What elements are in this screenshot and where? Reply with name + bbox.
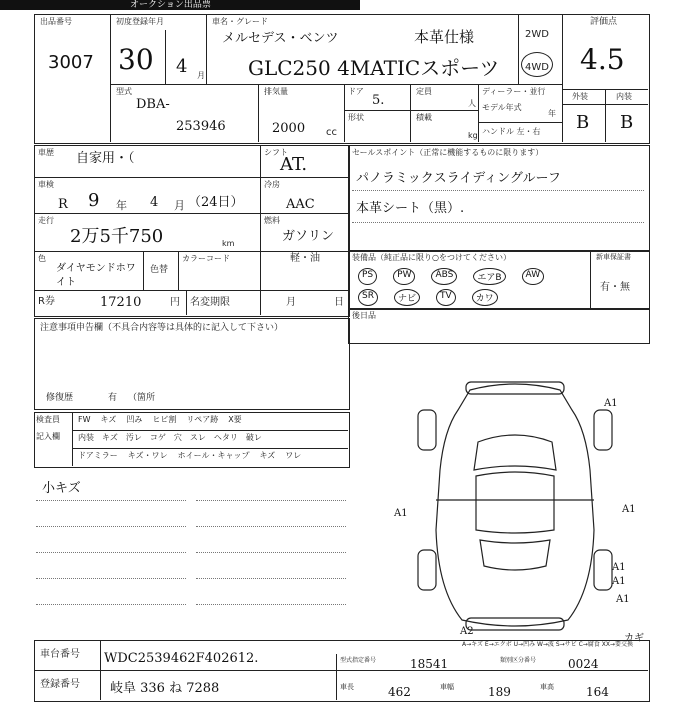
sales-line1: パノラミックスライディングルーフ <box>356 171 561 186</box>
inspector-label: 検査員 <box>36 415 60 424</box>
first-reg-unit: 月 <box>197 71 205 80</box>
checklist-row2: 内装 キズ 汚レ コゲ 穴 スレ ヘタリ 破レ <box>78 433 262 442</box>
int-label: 内装 <box>616 92 632 101</box>
remarks-lines <box>36 476 350 626</box>
equip-item: PW <box>393 268 415 285</box>
after-parts-frame <box>348 308 650 344</box>
sales-line2: 本革シート（黒）. <box>356 201 465 216</box>
new-warranty-value: 有・無 <box>600 282 630 293</box>
registration-value: 岐阜 336 ね 7288 <box>110 681 220 696</box>
height-label: 車高 <box>540 683 554 691</box>
int-grade: B <box>620 112 634 133</box>
fuel-alt: 軽・油 <box>290 253 320 264</box>
header-bar <box>0 0 360 10</box>
damage-mark: A1 <box>612 562 626 573</box>
after-parts-label: 後日品 <box>352 311 376 320</box>
damage-mark: A1 <box>612 576 626 587</box>
car-spec-note: 本革仕様 <box>414 28 475 46</box>
name-change-month: 月 <box>286 297 296 308</box>
usage-value: 自家用・（ <box>76 151 135 166</box>
equip-item: PS <box>358 268 377 285</box>
roof <box>476 472 554 533</box>
handle-label: ハンドル 左・右 <box>482 127 541 136</box>
color-value: ダイヤモンドホワイト <box>56 263 136 288</box>
type-spec-label: 型式指定番号 <box>340 657 377 664</box>
capacity-unit: 人 <box>468 99 476 108</box>
chassis-label: 車台番号 <box>40 649 80 660</box>
new-warranty-label: 新車保証書 <box>596 253 631 261</box>
diagram-legend: A→キズ E→エクボ U→凹み W→波 S→サビ C→腐食 XX→要交換 <box>462 641 633 648</box>
recycle-label: R券 <box>38 296 55 307</box>
rear-left-wheel <box>418 550 436 590</box>
repair-label: 修復歴 <box>46 393 74 403</box>
damage-mark: A1 <box>622 504 636 515</box>
disp-label: 排気量 <box>264 87 288 96</box>
car-damage-diagram <box>390 370 640 640</box>
capacity-label: 定員 <box>416 87 432 96</box>
drive-2wd: 2WD <box>525 29 549 40</box>
color-label: 色 <box>38 254 46 263</box>
rating-label: 評価点 <box>590 17 618 27</box>
equip-item: ナビ <box>394 289 420 306</box>
damage-mark: A2 <box>460 626 474 637</box>
repair-where: （箇所 <box>128 393 156 403</box>
inspection-year: 9 <box>88 190 100 211</box>
drive-4wd: 4WD <box>521 52 553 77</box>
equip-item: ABS <box>431 268 457 285</box>
front-left-wheel <box>418 410 436 450</box>
len-value: 462 <box>388 685 411 699</box>
registration-label: 登録番号 <box>40 679 80 690</box>
recorder-label: 記入欄 <box>36 432 60 441</box>
equip-item: AW <box>522 268 545 285</box>
color-code-label: カラーコード <box>182 254 230 263</box>
corner-note: カギ <box>624 633 644 644</box>
recycle-value: 17210 <box>100 295 142 310</box>
damage-mark: A1 <box>604 398 618 409</box>
first-reg-month: 4 <box>176 56 188 77</box>
ext-grade: B <box>576 112 590 133</box>
disp-value: 2000 <box>272 121 306 136</box>
mileage-label: 走行 <box>38 216 54 225</box>
usage-label: 車歴 <box>38 148 54 157</box>
name-change-day: 日 <box>334 297 344 308</box>
equip-item: SR <box>358 289 378 306</box>
car-name-label: 車名・グレード <box>212 17 268 26</box>
equip-item: TV <box>436 289 456 306</box>
equipment-row1 <box>358 268 544 285</box>
doors-label: ドア <box>348 87 364 96</box>
sales-label: セールスポイント（正常に機能するものに限ります） <box>352 148 544 157</box>
chassis-value: WDC2539462F402612. <box>104 651 259 666</box>
checklist-row1: FW キズ 凹み ヒビ割 リペア跡 X要 <box>78 415 242 424</box>
mileage-value: 2万5千750 <box>70 226 164 247</box>
class-value: 0024 <box>568 657 599 671</box>
entry-label: 出品番号 <box>40 17 72 26</box>
windshield <box>474 435 556 470</box>
model-year-label: モデル年式 <box>482 103 522 112</box>
notes-label: 注意事項申告欄（不具合内容等は具体的に記入して下さい） <box>40 323 284 333</box>
fuel-label: 燃料 <box>264 216 280 225</box>
car-maker: メルセデス・ベンツ <box>222 31 339 46</box>
load-label: 積載 <box>416 113 432 122</box>
remarks-line1: 小キズ <box>42 481 81 496</box>
damage-mark: A1 <box>394 508 408 519</box>
shift-value: AT. <box>280 154 308 175</box>
repair-has: 有 <box>108 393 118 403</box>
name-change-label: 名変期限 <box>190 297 230 308</box>
width-label: 車幅 <box>440 683 454 691</box>
sales-frame <box>348 145 650 252</box>
load-unit: kg <box>468 131 478 140</box>
equipment-row2 <box>358 289 498 306</box>
inspection-year-unit: 年 <box>116 199 127 212</box>
recycle-unit: 円 <box>170 297 180 308</box>
shift-label: シフト <box>264 148 288 157</box>
car-body-outline <box>436 384 594 626</box>
fuel-value: ガソリン <box>282 229 335 244</box>
first-reg-label: 初度登録年月 <box>116 17 164 26</box>
ac-value: AAC <box>286 197 315 212</box>
model-year-unit: 年 <box>548 109 556 118</box>
equip-item: エアB <box>473 268 505 285</box>
damage-mark: A1 <box>616 594 630 605</box>
equipment-label: 装備品（純正品に限り○をつけてください） <box>352 253 511 262</box>
entry-number: 3007 <box>48 52 94 73</box>
repaint-label: 色替 <box>150 265 169 275</box>
type-spec-value: 18541 <box>410 657 449 671</box>
dealer-label: ディーラー・並行 <box>482 87 546 96</box>
type-prefix: DBA- <box>136 97 170 112</box>
car-model: GLC250 4MATICスポーツ <box>248 56 500 80</box>
mileage-unit: km <box>222 239 235 248</box>
doors-value: 5. <box>372 93 385 108</box>
rear-right-wheel <box>594 550 612 590</box>
inspection-day: （24日） <box>188 195 244 210</box>
type-value: 253946 <box>176 119 226 134</box>
front-right-wheel <box>594 410 612 450</box>
inspection-month-unit: 月 <box>174 199 185 212</box>
header-title: オークション出品票 <box>130 0 211 10</box>
class-label: 類別区分番号 <box>500 657 537 664</box>
shape-label: 形状 <box>348 113 364 122</box>
equip-item: カワ <box>472 289 498 306</box>
width-value: 189 <box>488 685 511 699</box>
type-label: 型式 <box>116 87 132 96</box>
checklist-row3: ドアミラー キズ・ワレ ホイール・キャップ キズ ワレ <box>78 451 302 460</box>
inspection-label: 車検 <box>38 180 54 189</box>
disp-unit: cc <box>326 127 337 138</box>
inspection-era: R <box>58 197 68 212</box>
ac-label: 冷房 <box>264 180 280 189</box>
rating-value: 4.5 <box>580 43 625 76</box>
inspection-month: 4 <box>150 195 159 210</box>
len-label: 車長 <box>340 683 354 691</box>
first-reg-year: 30 <box>118 43 154 76</box>
ext-label: 外装 <box>572 92 588 101</box>
rear-window <box>480 540 550 570</box>
height-value: 164 <box>586 685 609 699</box>
